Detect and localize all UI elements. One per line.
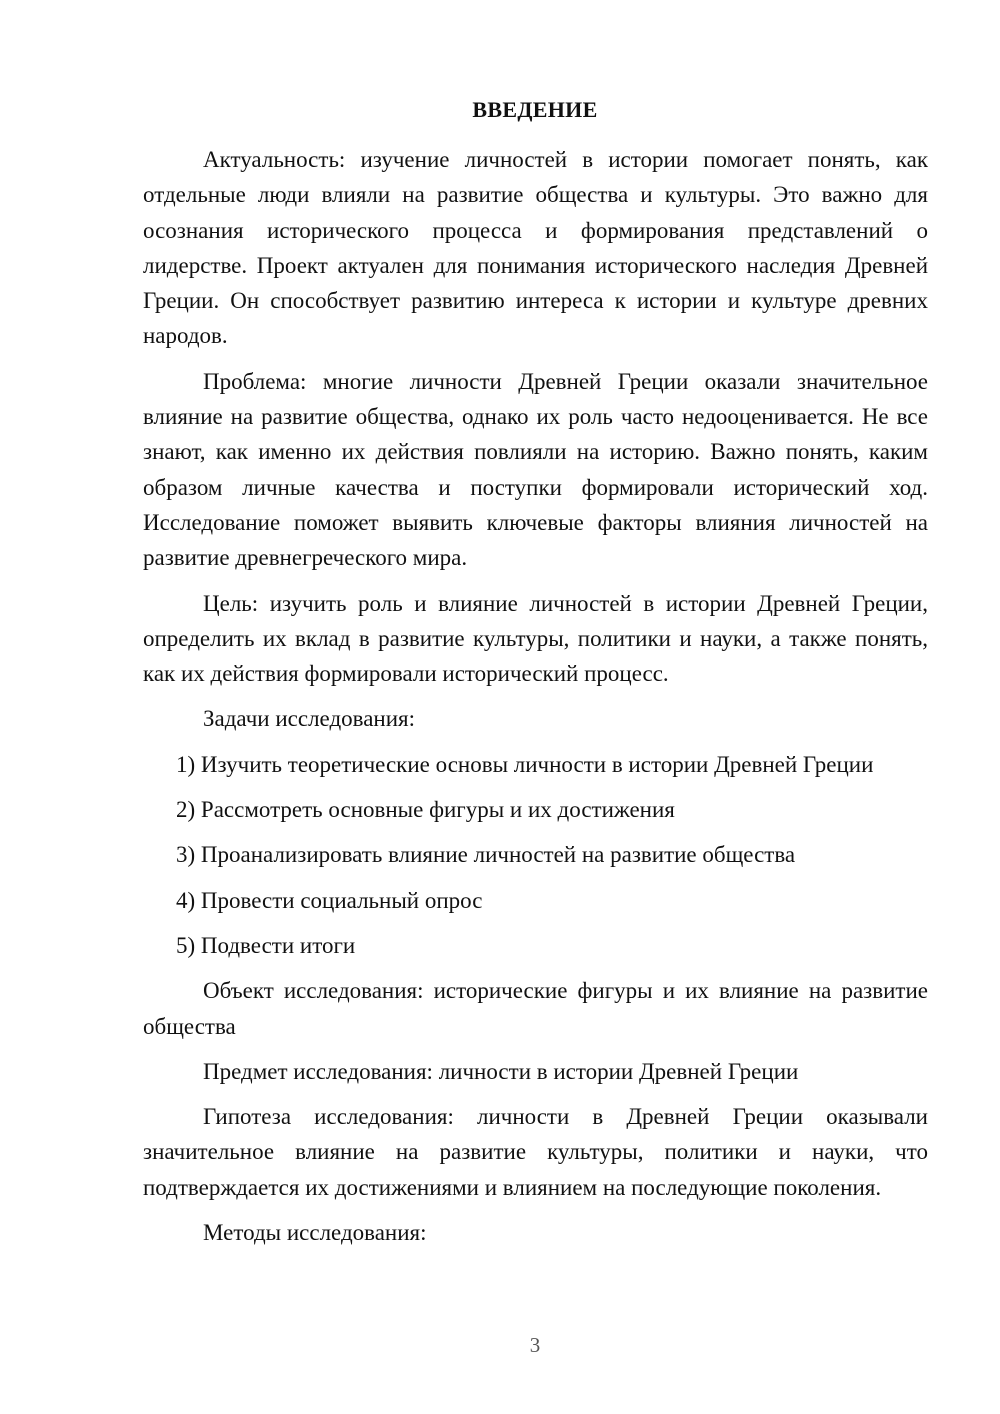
list-item: 5) Подвести итоги xyxy=(176,932,356,958)
page-title: ВВЕДЕНИЕ xyxy=(472,97,598,122)
problem-paragraph: Проблема: многие личности Древней Греции оказали значительное влияние на развитие общества, однако их роль часто недооценивается. Не все знают, как именно их действия повлияли на историю. Важно понять, каким образом личные качества и поступки формировали исторический ход. Исследование поможет выявить ключевые факторы влияния личностей на развитие древнегреческого мира. xyxy=(143,368,928,571)
tasks-list xyxy=(143,747,928,963)
relevance-paragraph: Актуальность: изучение личностей в истории помогает понять, как отдельные люди влияли на развитие общества и культуры. Это важно для осознания исторического процесса и формирования представлений о лидерстве. Проект актуален для понимания исторического наследия Древней Греции. Он способствует развитию интереса к истории и культуре древних народов. xyxy=(143,147,928,349)
page-number: 3 xyxy=(529,1333,541,1357)
subject-paragraph: Предмет исследования: личности в истории Древней Греции xyxy=(203,1058,799,1084)
tasks-heading: Задачи исследования: xyxy=(203,706,416,732)
list-item: 1) Изучить теоретические основы личности в истории Древней Греции xyxy=(176,751,874,777)
document-body xyxy=(143,142,928,1260)
goal-paragraph: Цель: изучить роль и влияние личностей в истории Древней Греции, определить их вклад в развитие культуры, политики и науки, а также понять, как их действия формировали исторический процесс. xyxy=(143,590,928,687)
object-paragraph: Объект исследования: исторические фигуры и их влияние на развитие общества xyxy=(143,978,928,1039)
methods-heading: Методы исследования: xyxy=(203,1220,427,1246)
list-item: 4) Провести социальный опрос xyxy=(176,887,483,913)
hypothesis-paragraph: Гипотеза исследования: личности в Древней Греции оказывали значительное влияние на развитие культуры, политики и науки, что подтверждается их достижениями и влиянием на последующие поколения. xyxy=(143,1104,928,1200)
list-item: 3) Проанализировать влияние личностей на развитие общества xyxy=(176,842,796,868)
list-item: 2) Рассмотреть основные фигуры и их достижения xyxy=(176,797,675,823)
